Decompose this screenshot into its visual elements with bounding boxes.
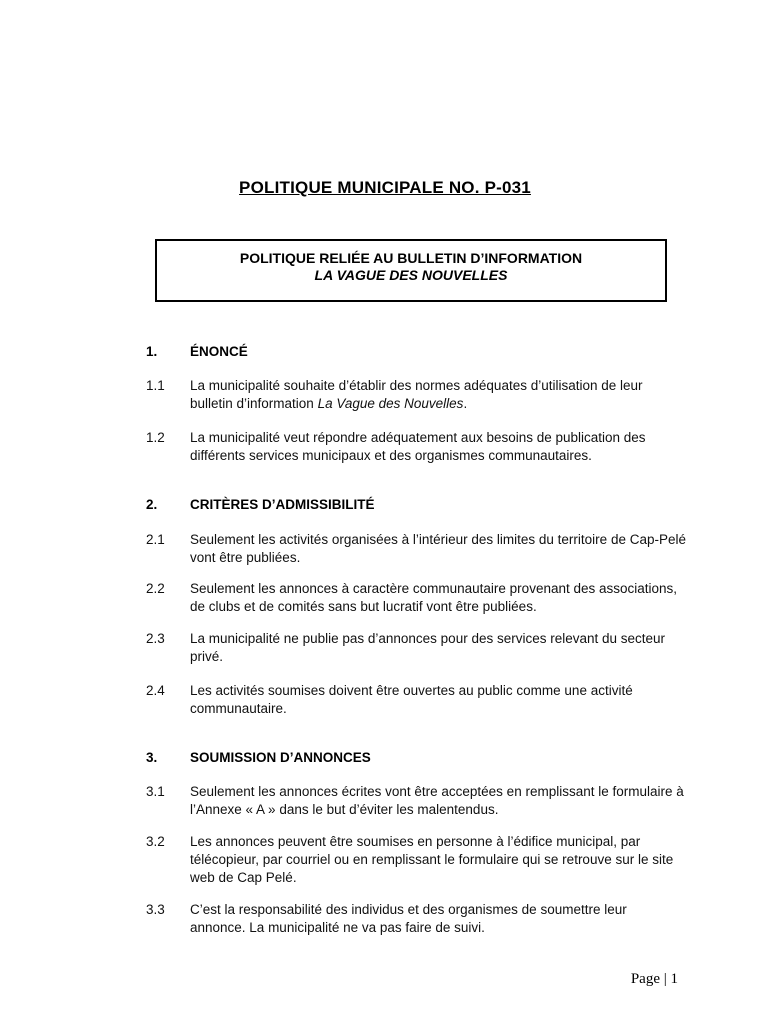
list-item (146, 377, 686, 413)
item-text: Seulement les annonces à caractère communautaire provenant des associations, de clubs et de comités sans but lucratif vont être publiées. (190, 581, 678, 614)
item-text: Les activités soumises doivent être ouvertes au public comme une activité communautaire. (190, 683, 633, 716)
section-number: 2. (146, 497, 158, 512)
section-title: SOUMISSION D’ANNONCES (190, 750, 371, 765)
section-number: 1. (146, 344, 158, 359)
list-item (146, 682, 686, 718)
item-number: 1.2 (146, 430, 165, 445)
list-item (146, 783, 686, 819)
page-footer: Page | 1 (630, 971, 678, 987)
list-item (146, 531, 686, 567)
section-title: ÉNONCÉ (190, 344, 248, 359)
list-item (146, 580, 686, 616)
item-text: La municipalité ne publie pas d’annonces pour des services relevant du secteur privé. (190, 631, 666, 664)
policy-title-line1: POLITIQUE RELIÉE AU BULLETIN D’INFORMATION (239, 250, 583, 266)
item-number: 3.2 (146, 834, 165, 849)
item-text: Seulement les annonces écrites vont être acceptées en remplissant le formulaire à l’Annexe « A » dans le but d’éviter les malentendus. (190, 784, 684, 817)
item-text: Seulement les activités organisées à l’intérieur des limites du territoire de Cap-Pelé vont être publiées. (190, 532, 686, 565)
item-number: 1.1 (146, 378, 165, 393)
item-text: La municipalité veut répondre adéquatement aux besoins de publication des différents services municipaux et des organismes communautaires. (190, 430, 646, 463)
list-item (146, 833, 686, 887)
section-number: 3. (146, 750, 158, 765)
policy-title-box (155, 239, 667, 302)
item-number: 2.4 (146, 683, 165, 698)
page-title: POLITIQUE MUNICIPALE NO. P-031 (239, 178, 531, 197)
item-number: 2.3 (146, 631, 165, 646)
list-item (146, 630, 686, 666)
list-item (146, 901, 686, 937)
section-title: CRITÈRES D’ADMISSIBILITÉ (190, 497, 375, 512)
item-number: 3.3 (146, 902, 165, 917)
item-number: 3.1 (146, 784, 165, 799)
item-text: C’est la responsabilité des individus et des organismes de soumettre leur annonce. La municipalité ne va pas faire de suivi. (190, 902, 627, 935)
list-item (146, 429, 686, 465)
bulletin-name: La Vague des Nouvelles (317, 396, 464, 411)
item-text: Les annonces peuvent être soumises en personne à l’édifice municipal, par télécopieur, par courriel ou en remplissant le formulaire qui se retrouve sur le site web de Cap Pelé. (190, 834, 674, 885)
policy-title-line2: LA VAGUE DES NOUVELLES (314, 267, 508, 283)
item-number: 2.2 (146, 581, 165, 596)
item-number: 2.1 (146, 532, 165, 547)
item-text: La municipalité souhaite d’établir des normes adéquates d’utilisation de leur bulletin d’information La Vague des Nouvelles. (190, 378, 643, 411)
